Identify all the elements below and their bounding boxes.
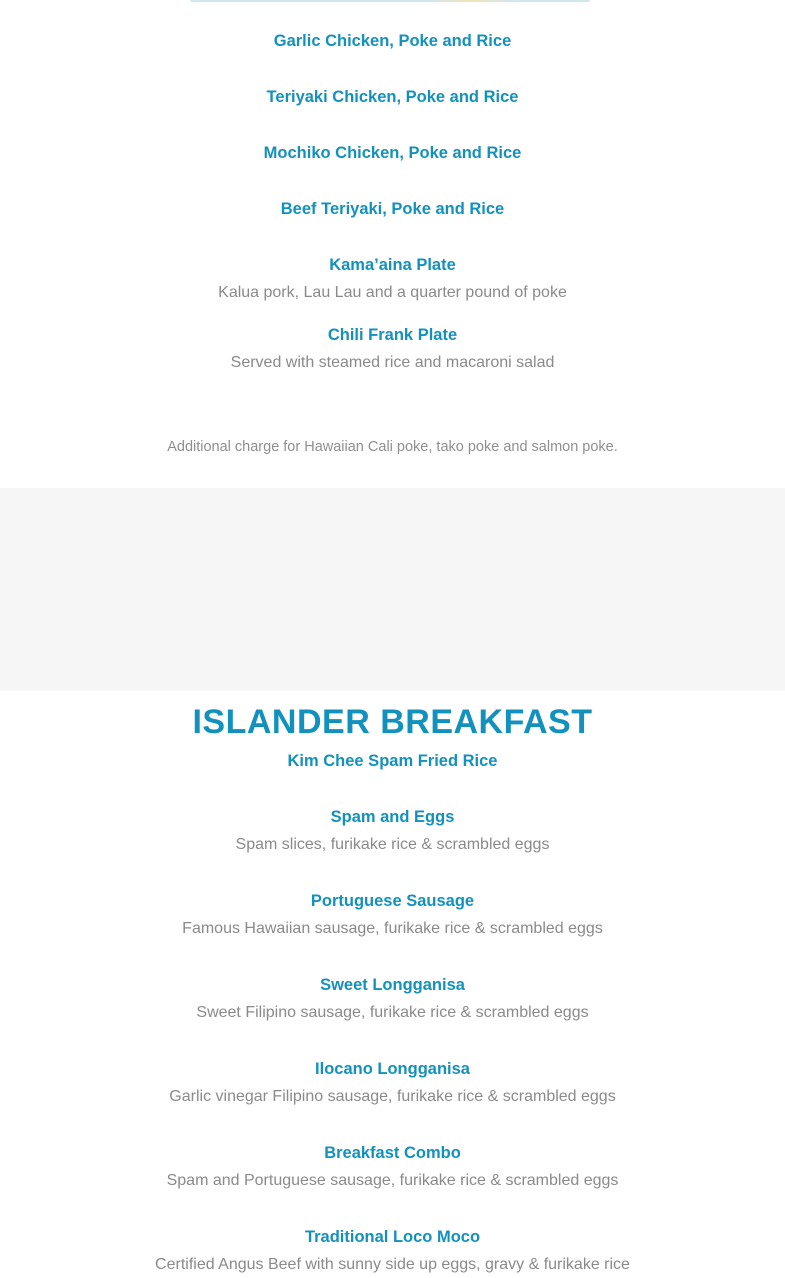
menu-item-title: Traditional Loco Moco xyxy=(304,1228,481,1246)
menu-item-title: Kama’aina Plate xyxy=(329,256,456,274)
section-banner xyxy=(0,488,785,691)
menu-item-description: Sweet Filipino sausage, furikake rice & scrambled eggs xyxy=(196,1004,589,1021)
menu-item-title: Beef Teriyaki, Poke and Rice xyxy=(280,200,505,218)
menu-item-title: Spam and Eggs xyxy=(330,808,455,826)
menu-item-title: Mochiko Chicken, Poke and Rice xyxy=(263,144,522,162)
menu-item-description: Kalua pork, Lau Lau and a quarter pound of poke xyxy=(218,284,567,301)
menu-item-description: Spam and Portuguese sausage, furikake rice & scrambled eggs xyxy=(166,1172,619,1189)
section-heading-breakfast: ISLANDER BREAKFAST xyxy=(192,703,593,741)
menu-item-description: Spam slices, furikake rice & scrambled eggs xyxy=(235,836,550,853)
menu-item-title: Sweet Longganisa xyxy=(320,976,465,994)
menu-item-description: Served with steamed rice and macaroni salad xyxy=(230,354,555,371)
menu-item-title: Kim Chee Spam Fried Rice xyxy=(287,752,498,770)
menu-item-title: Ilocano Longganisa xyxy=(315,1060,470,1078)
menu-item-title: Breakfast Combo xyxy=(324,1144,461,1162)
additional-charge-note: Additional charge for Hawaiian Cali poke, tako poke and salmon poke. xyxy=(167,439,618,455)
menu-item-description: Famous Hawaiian sausage, furikake rice & scrambled eggs xyxy=(182,920,603,937)
previous-section-heading-fragment xyxy=(190,0,590,2)
menu-item-description: Certified Angus Beef with sunny side up eggs, gravy & furikake rice xyxy=(155,1256,630,1273)
menu-item-title: Portuguese Sausage xyxy=(310,892,475,910)
menu-item-description: Garlic vinegar Filipino sausage, furikake rice & scrambled eggs xyxy=(169,1088,616,1105)
menu-item-title: Chili Frank Plate xyxy=(327,326,458,344)
menu-item-title: Garlic Chicken, Poke and Rice xyxy=(273,32,512,50)
menu-item-title: Teriyaki Chicken, Poke and Rice xyxy=(266,88,519,106)
